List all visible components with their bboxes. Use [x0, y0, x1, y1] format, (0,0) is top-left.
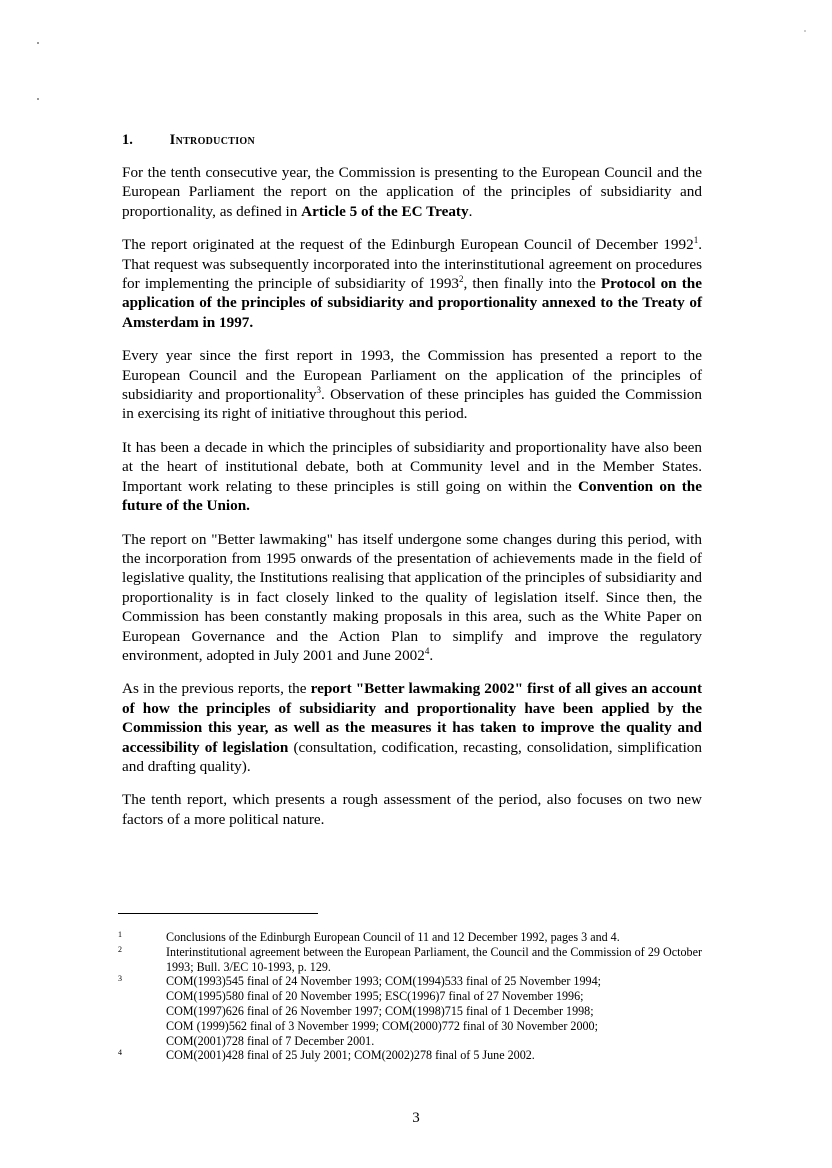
text-run: As in the previous reports, the	[122, 680, 311, 698]
text-run: Every year since the first report in 1993, the Commission has presented a report to the European Council and the European Parliament on the application of the principles of subsidiarity and proportionality	[122, 347, 702, 404]
footnote-list	[118, 930, 702, 1063]
footnote	[118, 974, 702, 1048]
footnote-text	[166, 1048, 702, 1063]
footnote-separator	[118, 913, 318, 914]
footnote-line: COM(2001)728 final of 7 December 2001.	[166, 1033, 375, 1048]
paragraph	[122, 235, 702, 332]
footnote	[118, 1048, 702, 1063]
text-run: .	[429, 646, 434, 664]
text-run: The report on "Better lawmaking" has itself undergone some changes during this period, with the incorporation from 1995 onwards of the presentation of achievements made in the field of legislative quality, the Institutions realising that application of the principles of subsidiarity and proportionality is in fact closely linked to the quality of legislation itself. Since then, the Commission has been constantly making proposals in this area, such as the White Paper on European Governance and the Action Plan to simplify and improve the regulatory environment, adopted in July 2001 and June 2002	[122, 530, 702, 664]
footnote-mark: 4	[118, 1048, 122, 1058]
footnote-line: Conclusions of the Edinburgh European Council of 11 and 12 December 1992, pages 3 and 4.	[166, 930, 620, 944]
text-run: The report originated at the request of the Edinburgh European Council of December 1992	[122, 236, 694, 254]
paragraph	[122, 790, 702, 829]
footnote-mark: 2	[118, 944, 122, 954]
text-run: The tenth report, which presents a rough assessment of the period, also focuses on two new factors of a more political nature.	[122, 791, 702, 828]
paragraph	[122, 679, 702, 776]
paragraph	[122, 163, 702, 221]
paragraph	[122, 438, 702, 516]
footnote-ref: 2	[459, 274, 464, 285]
bold-text: Protocol on the application of the principles of subsidiarity and proportionality annexed to the Treaty of Amsterdam in 1997.	[122, 275, 702, 331]
scan-speck	[37, 42, 39, 44]
paragraph	[122, 530, 702, 666]
text-run: . That request was subsequently incorporated into the interinstitutional agreement on procedures for implementing the principle of subsidiarity of 1993	[122, 236, 702, 293]
paragraph-list	[122, 163, 702, 829]
scan-speck	[804, 30, 806, 32]
footnote-mark: 3	[118, 974, 122, 984]
footnote-ref: 4	[424, 645, 430, 656]
text-run: (consultation, codification, recasting, consolidation, simplification and drafting quality).	[122, 738, 702, 775]
bold-text: Article 5 of the EC Treaty	[301, 202, 469, 220]
bold-text: Convention on the future of the Union.	[122, 477, 702, 515]
page-number: 3	[412, 1110, 420, 1126]
footnote-text	[166, 930, 702, 945]
section-title: Introduction	[169, 132, 255, 148]
footnote-ref: 1	[693, 235, 699, 246]
text-run: . Observation of these principles has guided the Commission in exercising its right of initiative throughout this period.	[122, 386, 702, 423]
footnote-line: COM(1995)580 final of 20 November 1995; ESC(1996)7 final of 27 November 1996;	[166, 989, 584, 1004]
footnote-line: COM(1993)545 final of 24 November 1993; COM(1994)533 final of 25 November 1994;	[166, 974, 601, 989]
text-run: .	[468, 202, 473, 220]
footnote	[118, 930, 702, 945]
document-body	[122, 132, 702, 843]
bold-text: report "Better lawmaking 2002" first of all gives an account of how the principles of subsidiarity and proportionality have been applied by the Commission this year, as well as the measures it has taken to improve the quality and accessibility of legislation	[122, 680, 702, 756]
footnote-line: COM(2001)428 final of 25 July 2001; COM(2002)278 final of 5 June 2002.	[166, 1048, 535, 1063]
footnote-line: COM(1997)626 final of 26 November 1997; COM(1998)715 final of 1 December 1998;	[166, 1003, 594, 1018]
footnote	[118, 945, 702, 975]
text-run: , then finally into the	[463, 275, 601, 293]
footnote-text	[166, 974, 702, 1048]
footnote-mark: 1	[118, 930, 122, 939]
text-run: It has been a decade in which the principles of subsidiarity and proportionality have also been at the heart of institutional debate, both at Community level and in the Member States. Important work relating to these principles is still going on within the	[122, 438, 702, 495]
footnote-ref: 3	[316, 385, 321, 396]
footnote-text	[166, 945, 702, 975]
section-heading	[122, 132, 702, 149]
text-run: For the tenth consecutive year, the Commission is presenting to the European Council and the European Parliament the report on the application of the principles of subsidiarity and proportionality, as defined in	[122, 164, 702, 220]
section-number: 1.	[122, 132, 133, 148]
footnote-line: Interinstitutional agreement between the European Parliament, the Council and the Commission of 29 October 1993; Bull. 3/EC 10-1993, p. 129.	[166, 944, 702, 974]
scan-speck	[37, 98, 39, 100]
footnote-line: COM (1999)562 final of 3 November 1999; COM(2000)772 final of 30 November 2000;	[166, 1018, 598, 1033]
paragraph	[122, 346, 702, 424]
